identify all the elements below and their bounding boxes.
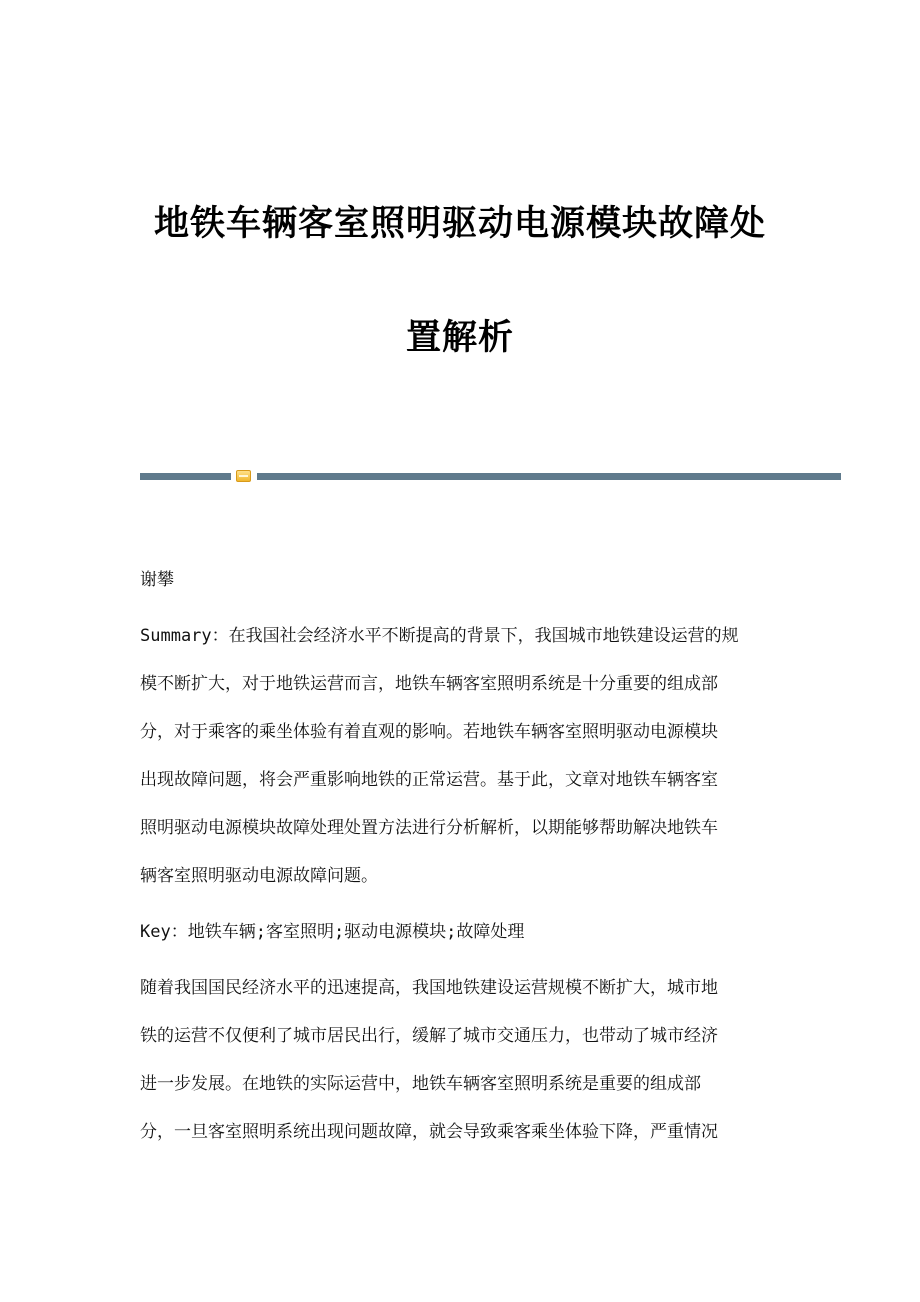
body-line: 分，一旦客室照明系统出现问题故障，就会导致乘客乘坐体验下降，严重情况	[140, 1122, 718, 1142]
body-line: 进一步发展。在地铁的实际运营中，地铁车辆客室照明系统是重要的组成部	[140, 1074, 701, 1094]
body-line: 随着我国国民经济水平的迅速提高，我国地铁建设运营规模不断扩大，城市地	[140, 978, 718, 998]
keywords-line: Key：地铁车辆;客室照明;驱动电源模块;故障处理	[140, 922, 525, 942]
summary-line: 模不断扩大，对于地铁运营而言，地铁车辆客室照明系统是十分重要的组成部	[140, 674, 718, 694]
author-name: 谢攀	[140, 570, 174, 590]
document-title-line-1: 地铁车辆客室照明驱动电源模块故障处	[153, 204, 766, 244]
summary-line: 分，对于乘客的乘坐体验有着直观的影响。若地铁车辆客室照明驱动电源模块	[140, 722, 718, 742]
body-line: 铁的运营不仅便利了城市居民出行，缓解了城市交通压力，也带动了城市经济	[140, 1026, 718, 1046]
summary-line: 辆客室照明驱动电源故障问题。	[140, 866, 378, 886]
summary-line: 照明驱动电源模块故障处理处置方法进行分析解析，以期能够帮助解决地铁车	[140, 818, 718, 838]
divider-bar-left	[140, 473, 231, 480]
divider-bar-right	[257, 473, 841, 480]
summary-line: Summary：在我国社会经济水平不断提高的背景下，我国城市地铁建设运营的规	[140, 626, 739, 646]
summary-line: 出现故障问题，将会严重影响地铁的正常运营。基于此，文章对地铁车辆客室	[140, 770, 718, 790]
title-divider	[140, 470, 841, 482]
document-title-line-2: 置解析	[405, 318, 514, 358]
divider-ornament-icon	[236, 470, 251, 482]
